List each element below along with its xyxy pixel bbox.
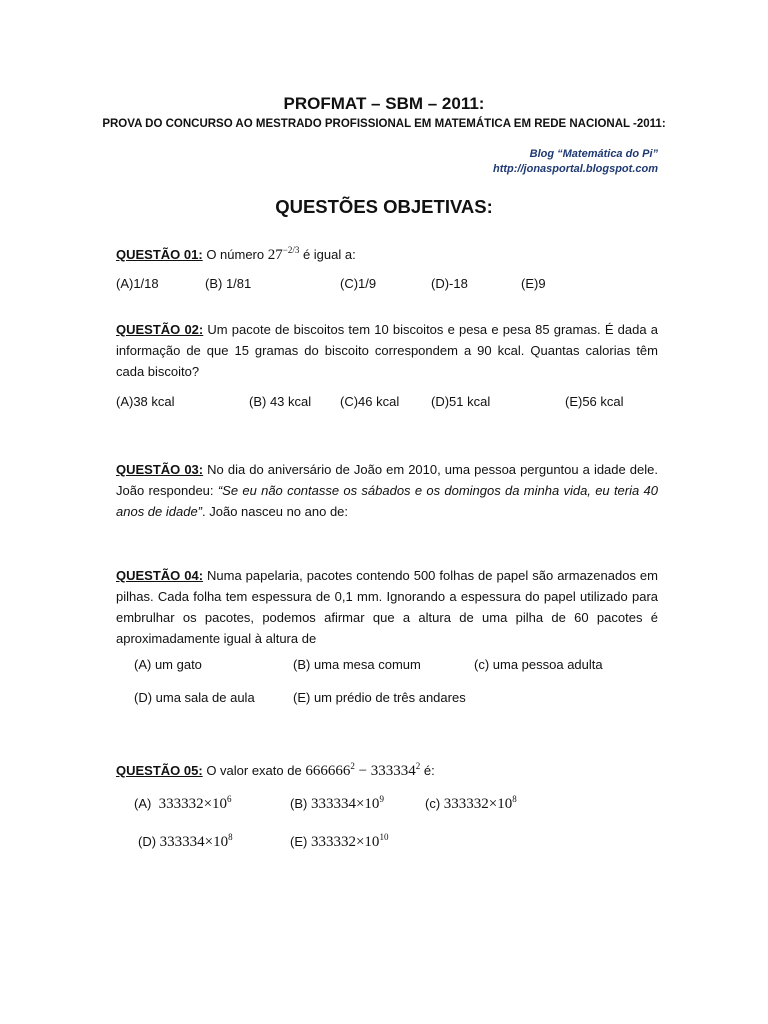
question-text: Numa papelaria, pacotes contendo 500 folhas de papel são armazenados em pilhas. Cada folha tem espessura de 0,1 mm. Ignorando a espessura do papel utilizado para embrulhar os pacotes, podemos afirmar que a altura de uma pilha de 60 pacotes é aproximadamente igual à altura de <box>116 568 658 646</box>
section-title: QUESTÕES OBJETIVAS: <box>275 196 493 217</box>
question-text: Um pacote de biscoitos tem 10 biscoitos e pesa e pesa 85 gramas. É dada a informação de que 15 gramas do biscoito correspondem a 90 kcal. Quantas calorias têm cada biscoito? <box>116 322 658 379</box>
blog-credit <box>493 147 658 177</box>
option-a[interactable]: (A)38 kcal <box>116 394 175 409</box>
question-text: O valor exato de <box>206 763 302 778</box>
blog-label: Blog “Matemática do Pi” <box>529 148 658 160</box>
question-05 <box>116 756 658 782</box>
option-a[interactable]: (A)1/18 <box>116 276 159 291</box>
option-d[interactable]: (D)-18 <box>431 276 468 291</box>
option-c[interactable]: (C)46 kcal <box>340 394 400 409</box>
question-label: QUESTÃO 05: <box>116 763 203 778</box>
option-b[interactable]: (B) $333334\times 10^9$ <box>290 794 384 812</box>
question-01 <box>116 240 658 266</box>
question-text: é igual a: <box>302 247 356 262</box>
option-c[interactable]: (c) uma pessoa adulta <box>474 657 603 672</box>
page-subtitle: PROVA DO CONCURSO AO MESTRADO PROFISSIONAL EM MATEMÁTICA EM REDE NACIONAL -2011: <box>102 118 666 130</box>
option-c[interactable]: (c) $333332\times 10^8$ <box>425 794 517 812</box>
question-text: é: <box>423 763 435 778</box>
question-text: No dia do aniversário de João em 2010, uma pessoa perguntou a idade dele. João respondeu: <box>116 462 658 498</box>
option-d[interactable]: (D) uma sala de aula <box>134 690 255 705</box>
question-04 <box>116 565 658 649</box>
option-d[interactable]: (D) $333334\times 10^8$ <box>138 832 233 850</box>
option-b[interactable]: (B) uma mesa comum <box>293 657 421 672</box>
option-a[interactable]: (A) $333332\times 10^6$ <box>134 794 232 812</box>
math-expression: $27^{-2/3}$ <box>267 245 300 263</box>
option-e[interactable]: (E) $333332\times 10^{10}$ <box>290 832 389 850</box>
question-02 <box>116 319 658 382</box>
question-label: QUESTÃO 01: <box>116 247 203 262</box>
question-quote: “Se eu não contasse os sábados e os domingos da minha vida, eu teria 40 anos de idade” <box>116 483 658 519</box>
option-a[interactable]: (A) um gato <box>134 657 202 672</box>
option-b[interactable]: (B) 1/81 <box>205 276 252 291</box>
question-03 <box>116 459 658 522</box>
option-d[interactable]: (D)51 kcal <box>431 394 491 409</box>
question-label: QUESTÃO 03: <box>116 462 204 477</box>
question-text: . João nasceu no ano de: <box>202 504 349 519</box>
option-b[interactable]: (B) 43 kcal <box>249 394 312 409</box>
math-expression: 666666$^2$ − 333334$^2$ <box>305 761 421 779</box>
option-c[interactable]: (C)1/9 <box>340 276 377 291</box>
blog-url[interactable]: http://jonasportal.blogspot.com <box>493 163 658 175</box>
option-e[interactable]: (E)9 <box>521 276 546 291</box>
option-e[interactable]: (E)56 kcal <box>565 394 624 409</box>
option-e[interactable]: (E) um prédio de três andares <box>293 690 466 705</box>
question-label: QUESTÃO 02: <box>116 322 204 337</box>
question-label: QUESTÃO 04: <box>116 568 204 583</box>
question-text: O número <box>206 247 265 262</box>
page-title: PROFMAT – SBM – 2011: <box>283 94 485 113</box>
